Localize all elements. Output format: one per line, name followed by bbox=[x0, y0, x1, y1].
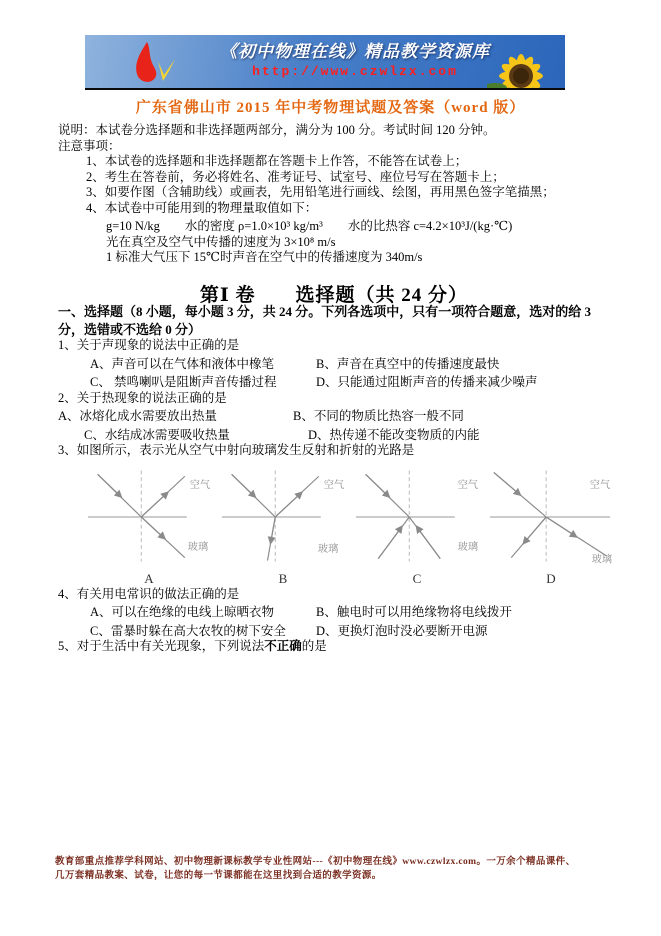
document-title: 广东省佛山市 2015 年中考物理试题及答案（word 版） bbox=[135, 100, 526, 116]
q2-option-d: D、热传递不能改变物质的内能 bbox=[308, 427, 480, 442]
flame-logo-icon bbox=[125, 39, 181, 88]
banner-sky-background bbox=[85, 35, 565, 88]
ray-diagram-panel-d bbox=[488, 466, 614, 587]
glass-label: 玻璃 bbox=[591, 554, 613, 566]
notes-heading: 注意事项： bbox=[58, 138, 121, 153]
q4-option-b: B、触电时可以用绝缘物将电线拨开 bbox=[316, 605, 512, 619]
air-label: 空气 bbox=[589, 479, 611, 491]
ray-diagram-panel-b bbox=[220, 466, 346, 587]
banner-text-block bbox=[205, 37, 505, 79]
q5-stem-suffix: 的是 bbox=[301, 639, 327, 653]
glass-label: 玻璃 bbox=[187, 541, 209, 553]
q4-option-a: A、可以在绝缘的电线上晾晒衣物 bbox=[90, 605, 275, 619]
q4-option-d: D、更换灯泡时没必要断开电源 bbox=[316, 623, 488, 638]
ray-diagram-a-svg bbox=[86, 466, 212, 566]
note-item-4: 4、本试卷中可能用到的物理量取值如下： bbox=[86, 200, 318, 215]
question5-stem bbox=[58, 639, 610, 655]
question1-options bbox=[58, 357, 610, 391]
q2-option-c: C、水结成冰需要吸收热量 bbox=[84, 427, 230, 442]
q1-option-c: C、 禁鸣喇叭是阻断声音传播过程 bbox=[90, 375, 277, 389]
page-footer bbox=[55, 855, 637, 883]
ray-diagram-panel-a bbox=[86, 466, 212, 587]
part1-instructions: 一、选择题（8 小题，每小题 3 分，共 24 分。下列各选项中，只有一项符合题意，选对的给 3 分，选错或不选给 0 分） bbox=[58, 304, 592, 337]
question4-stem: 4、有关用电常识的做法正确的是 bbox=[58, 586, 240, 601]
q4-option-c: C、雷暴时躲在高大农牧的树下安全 bbox=[90, 623, 286, 638]
ray-diagram-b-svg bbox=[220, 466, 346, 566]
panel-letter: B bbox=[278, 571, 288, 586]
q1-option-b: B、声音在真空中的传播速度最快 bbox=[316, 356, 500, 371]
question1-stem: 1、关于声现象的说法中正确的是 bbox=[58, 338, 240, 352]
q2-option-a: A、冰熔化成水需要放出热量 bbox=[58, 409, 218, 423]
exam-content bbox=[58, 123, 613, 655]
panel-letter: C bbox=[412, 571, 422, 586]
panel-letter: A bbox=[144, 571, 154, 586]
air-label: 空气 bbox=[323, 479, 345, 491]
note-item-2: 2、考生在答卷前，务必将姓名、准考证号、试室号、座位号写在答题卡上； bbox=[86, 169, 505, 184]
banner-site-url[interactable]: http://www.czwlzx.com bbox=[252, 64, 458, 79]
air-label: 空气 bbox=[189, 479, 211, 491]
ray-diagram-d-svg bbox=[488, 466, 614, 566]
ray-diagram-panel-c bbox=[354, 466, 480, 587]
constants-line-2: 光在真空及空气中传播的速度为 3×10⁸ m/s bbox=[106, 234, 336, 249]
constants-line-3: 1 标准大气压下 15℃时声音在空气中的传播速度为 340m/s bbox=[106, 250, 423, 264]
ray-diagram-c-svg bbox=[354, 466, 480, 566]
glass-label: 玻璃 bbox=[317, 543, 339, 555]
footer-line-1: 教育部重点推荐学科网站、初中物理新课标教学专业性网站---《初中物理在线》www.czwlzx.com。一万余个精品课件、 bbox=[55, 857, 576, 867]
question2-options bbox=[58, 409, 610, 443]
question3-stem: 3、如图所示，表示光从空气中射向玻璃发生反射和折射的光路是 bbox=[58, 443, 415, 457]
panel-letter: D bbox=[546, 571, 556, 586]
section-heading: 第Ⅰ 卷 选择题（共 24 分） bbox=[199, 284, 469, 306]
separator-line bbox=[85, 88, 565, 90]
site-banner bbox=[85, 32, 565, 88]
q5-stem-emphasis: 不正确 bbox=[264, 639, 302, 653]
q2-option-b: B、不同的物质比热容一般不同 bbox=[293, 409, 464, 423]
q1-option-d: D、只能通过阻断声音的传播来减少噪声 bbox=[316, 375, 538, 389]
exam-intro: 说明：本试卷分选择题和非选择题两部分，满分为 100 分。考试时间 120 分钟。 bbox=[58, 123, 496, 137]
sunflower-icon bbox=[487, 42, 561, 88]
glass-label: 玻璃 bbox=[457, 541, 479, 553]
question4-options bbox=[58, 605, 610, 639]
constants-line-1: g=10 N/kg 水的密度 ρ=1.0×10³ kg/m³ 水的比热容 c=4.2×10³J/(kg·℃) bbox=[106, 219, 513, 233]
footer-line-2: 几万套精品教案、试卷，让您的每一节课都能在这里找到合适的教学资源。 bbox=[55, 871, 382, 881]
banner-site-title: 《初中物理在线》精品教学资源库 bbox=[220, 42, 490, 61]
note-item-3: 3、如要作图（含辅助线）或画表，先用铅笔进行画线、绘图，再用黑色签字笔描黑； bbox=[86, 185, 555, 199]
q1-option-a: A、声音可以在气体和液体中橡笔 bbox=[90, 356, 275, 371]
question3-figure bbox=[86, 466, 613, 587]
note-item-1: 1、本试卷的选择题和非选择题都在答题卡上作答，不能答在试卷上； bbox=[86, 154, 468, 168]
q5-stem-prefix: 5、对于生活中有关光现象，下列说法 bbox=[58, 639, 265, 653]
question2-stem: 2、关于热现象的说法正确的是 bbox=[58, 390, 227, 405]
air-label: 空气 bbox=[457, 479, 479, 491]
